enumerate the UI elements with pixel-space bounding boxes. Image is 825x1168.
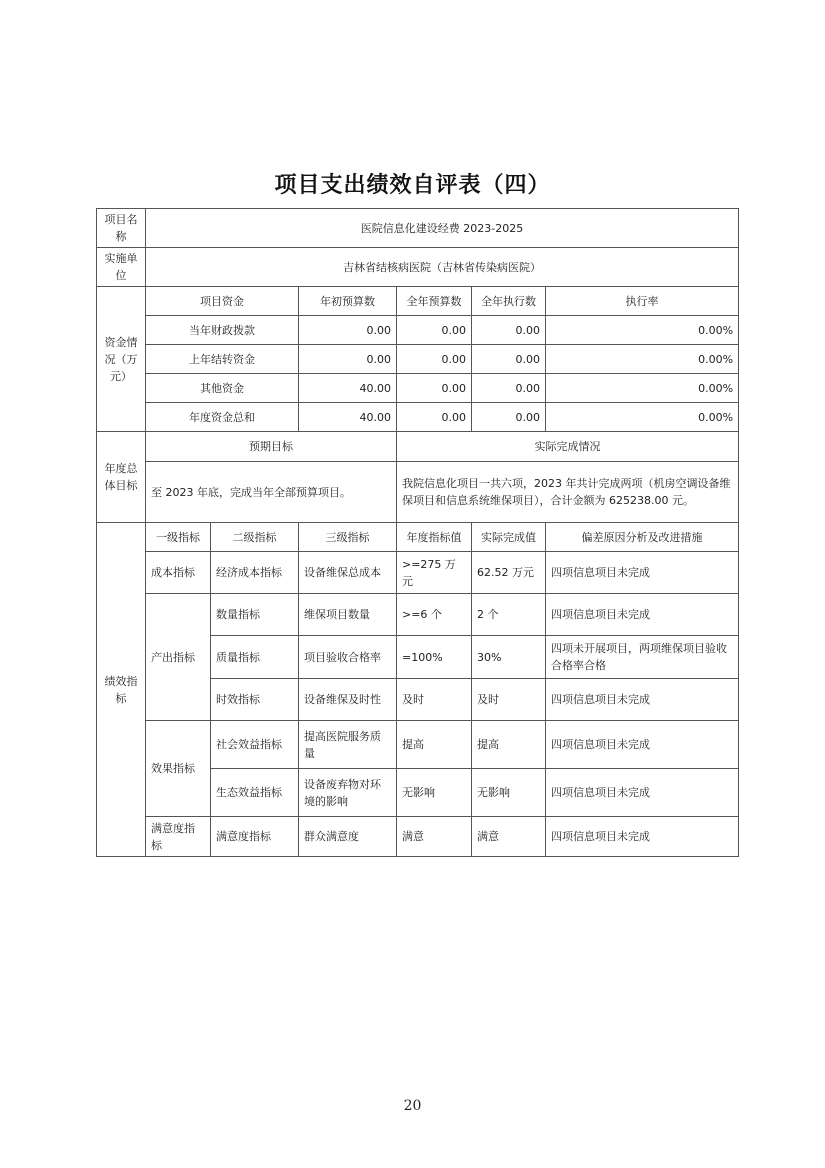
funds-row-annual: 0.00: [397, 403, 472, 432]
indicator-l2: 数量指标: [211, 594, 299, 636]
goals-label: 年度总体目标: [97, 432, 146, 523]
funds-row-initial: 0.00: [299, 316, 397, 345]
unit-label: 实施单位: [97, 248, 146, 287]
indicator-actual: 2 个: [472, 594, 546, 636]
indicator-l3: 设备维保总成本: [299, 552, 397, 594]
goals-expected: 至 2023 年底，完成当年全部预算项目。: [146, 462, 397, 523]
funds-row-executed: 0.00: [472, 316, 546, 345]
funds-row-annual: 0.00: [397, 374, 472, 403]
indicator-row-output: [97, 594, 739, 636]
indicator-l3: 群众满意度: [299, 817, 397, 857]
indicator-note: 四项信息项目未完成: [546, 679, 739, 721]
indicators-label: 绩效指标: [97, 523, 146, 857]
funds-row-name: 上年结转资金: [146, 345, 299, 374]
indicators-header-l2: 二级指标: [211, 523, 299, 552]
indicator-l1: 产出指标: [146, 594, 211, 721]
funds-row-name: 年度资金总和: [146, 403, 299, 432]
indicator-note: 四项信息项目未完成: [546, 769, 739, 817]
indicator-l3: 项目验收合格率: [299, 636, 397, 679]
indicator-l2: 经济成本指标: [211, 552, 299, 594]
indicator-l3: 提高医院服务质量: [299, 721, 397, 769]
indicator-l3: 设备废弃物对环境的影响: [299, 769, 397, 817]
indicator-target: =100%: [397, 636, 472, 679]
goals-expected-header: 预期目标: [146, 432, 397, 462]
funds-row-annual: 0.00: [397, 316, 472, 345]
indicator-l1: 效果指标: [146, 721, 211, 817]
project-name-value: 医院信息化建设经费 2023-2025: [146, 209, 739, 248]
page-title: 项目支出绩效自评表（四）: [274, 172, 551, 198]
indicator-target: >=6 个: [397, 594, 472, 636]
funds-row-rate: 0.00%: [546, 345, 739, 374]
funds-row: [97, 374, 739, 403]
indicator-target: 及时: [397, 679, 472, 721]
indicator-l2: 满意度指标: [211, 817, 299, 857]
indicator-l3: 维保项目数量: [299, 594, 397, 636]
indicator-l3: 设备维保及时性: [299, 679, 397, 721]
funds-row-name: 当年财政拨款: [146, 316, 299, 345]
indicator-l2: 社会效益指标: [211, 721, 299, 769]
funds-header-executed: 全年执行数: [472, 287, 546, 316]
indicator-l2: 生态效益指标: [211, 769, 299, 817]
indicators-header-target: 年度指标值: [397, 523, 472, 552]
indicator-note: 四项信息项目未完成: [546, 552, 739, 594]
funds-row-initial: 40.00: [299, 403, 397, 432]
indicators-header-l1: 一级指标: [146, 523, 211, 552]
funds-row: [97, 316, 739, 345]
funds-header-rate: 执行率: [546, 287, 739, 316]
indicator-row-cost: [97, 552, 739, 594]
indicator-l2: 时效指标: [211, 679, 299, 721]
indicator-row-effect: [97, 721, 739, 769]
indicator-target: >=275 万元: [397, 552, 472, 594]
funds-header-source: 项目资金: [146, 287, 299, 316]
indicator-target: 无影响: [397, 769, 472, 817]
unit-value: 吉林省结核病医院（吉林省传染病医院）: [146, 248, 739, 287]
goals-actual-header: 实际完成情况: [397, 432, 739, 462]
funds-header-initial: 年初预算数: [299, 287, 397, 316]
indicator-l1: 满意度指标: [146, 817, 211, 857]
indicator-l1: 成本指标: [146, 552, 211, 594]
funds-row: [97, 345, 739, 374]
project-name-label: 项目名称: [97, 209, 146, 248]
page-number: 20: [403, 1098, 422, 1114]
indicator-actual: 及时: [472, 679, 546, 721]
indicator-note: 四项未开展项目，两项维保项目验收合格率合格: [546, 636, 739, 679]
indicator-note: 四项信息项目未完成: [546, 721, 739, 769]
funds-row-annual: 0.00: [397, 345, 472, 374]
funds-row-executed: 0.00: [472, 374, 546, 403]
funds-row-executed: 0.00: [472, 345, 546, 374]
performance-table: [96, 208, 739, 857]
indicator-target: 提高: [397, 721, 472, 769]
indicator-actual: 提高: [472, 721, 546, 769]
indicators-header-l3: 三级指标: [299, 523, 397, 552]
funds-header-annual: 全年预算数: [397, 287, 472, 316]
indicator-actual: 30%: [472, 636, 546, 679]
funds-row-rate: 0.00%: [546, 316, 739, 345]
funds-row-rate: 0.00%: [546, 374, 739, 403]
indicator-actual: 62.52 万元: [472, 552, 546, 594]
indicator-note: 四项信息项目未完成: [546, 817, 739, 857]
indicators-header-actual: 实际完成值: [472, 523, 546, 552]
funds-row-name: 其他资金: [146, 374, 299, 403]
goals-actual: 我院信息化项目一共六项，2023 年共计完成两项（机房空调设备维保项目和信息系统维保项目），合计金额为 625238.00 元。: [397, 462, 739, 523]
indicator-actual: 满意: [472, 817, 546, 857]
funds-label: 资金情况（万元）: [97, 287, 146, 432]
indicator-actual: 无影响: [472, 769, 546, 817]
indicators-header-note: 偏差原因分析及改进措施: [546, 523, 739, 552]
indicator-target: 满意: [397, 817, 472, 857]
funds-row-rate: 0.00%: [546, 403, 739, 432]
funds-row-executed: 0.00: [472, 403, 546, 432]
indicator-row-satisfaction: [97, 817, 739, 857]
indicator-note: 四项信息项目未完成: [546, 594, 739, 636]
funds-row-initial: 40.00: [299, 374, 397, 403]
funds-row-initial: 0.00: [299, 345, 397, 374]
funds-row: [97, 403, 739, 432]
indicator-l2: 质量指标: [211, 636, 299, 679]
